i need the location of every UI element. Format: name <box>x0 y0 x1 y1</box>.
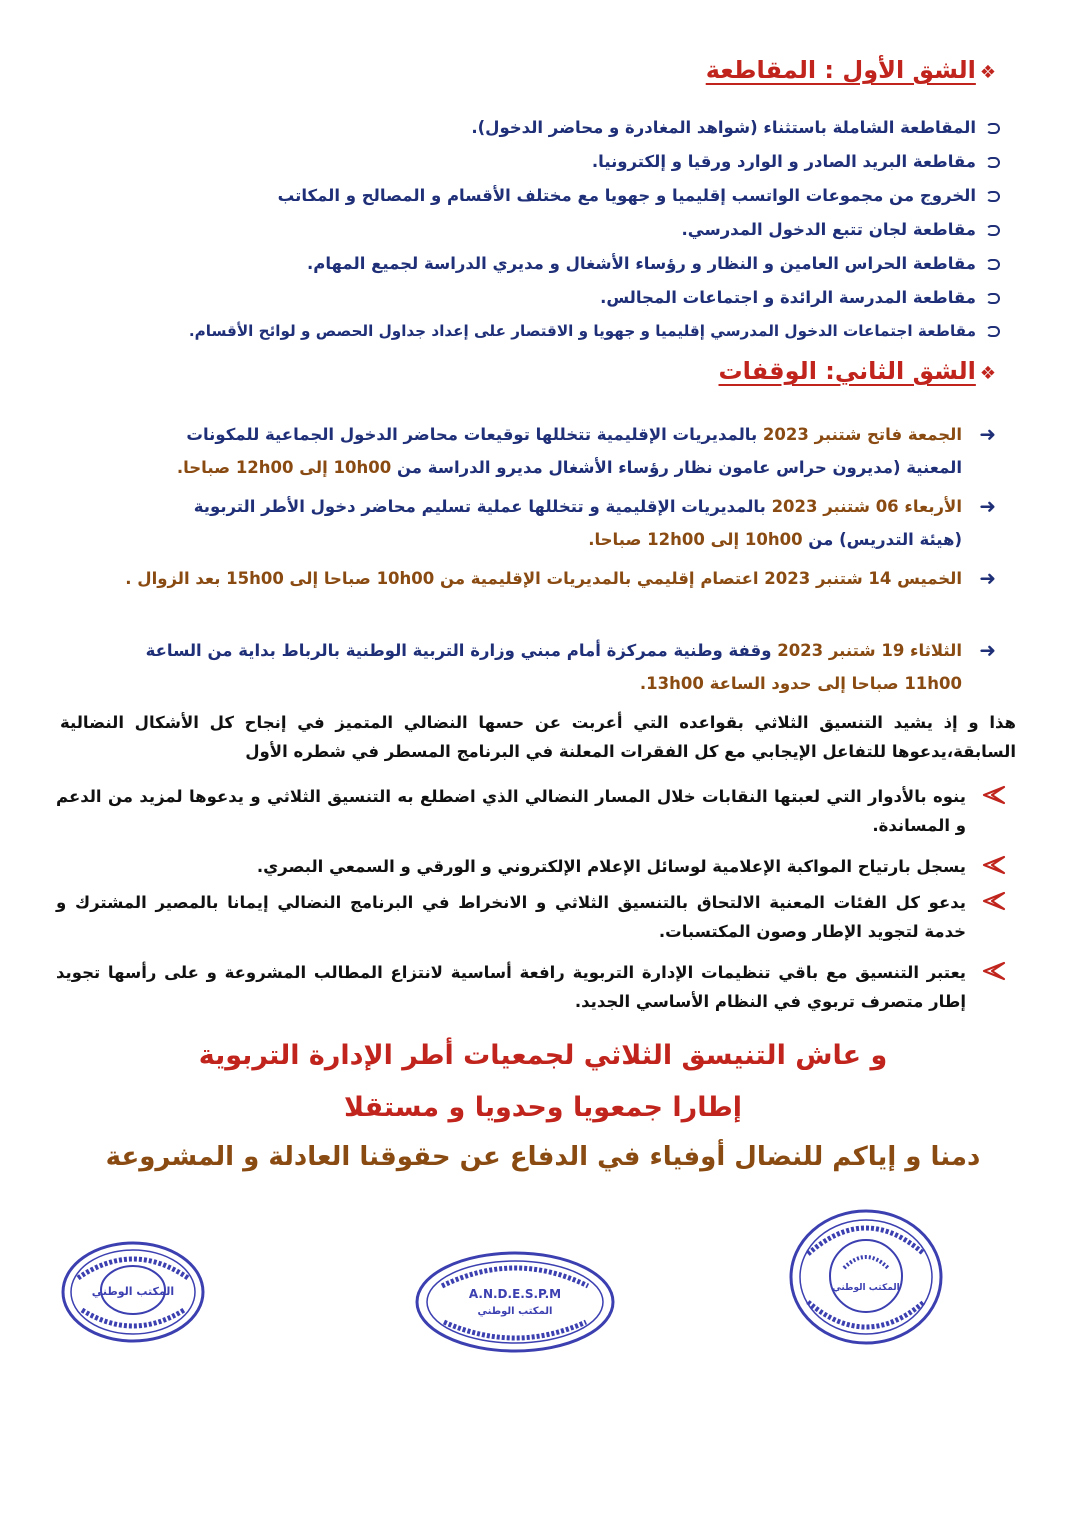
diamond-bullet-icon: ❖ <box>979 363 996 384</box>
bullet-icon <box>986 225 1000 236</box>
boycott-item: مقاطعة البريد الصادر و الوارد ورقيا و إلكترونيا. <box>40 154 1000 171</box>
boycott-item: مقاطعة لجان تتبع الدخول المدرسي. <box>40 222 1000 239</box>
event-item: ➜ الخميس 14 شتنبر 2023 اعتصام إقليمي بالمديريات الإقليمية من 10h00 صباحا إلى 15h00 بعد الزوال . <box>90 562 962 595</box>
closing-paragraph: هذا و إذ يشيد التنسيق الثلاثي بقواعده التي أعربت عن حسها النضالي المتميز في إنجاح كل الأشكال النضالية السابقة،يدعوها للتفاعل الإيجابي مع كل الفقرات المعلنة في البرنامج المسطر في شطره الأول <box>60 713 1016 761</box>
arrow-left-icon: ➜ <box>979 566 996 590</box>
boycott-item: المقاطعة الشاملة باستثناء (شواهد المغادرة و محاضر الدخول). <box>40 120 1000 137</box>
event-item: ➜ الجمعة فاتح شتنبر 2023 بالمديريات الإقليمية تتخللها توقيعات محاضر الدخول الجماعية للمكونات المعنية (مديرون حراس عامون نظار رؤساء الأشغال مديرو الدراسة من 10h00 إلى 12h00 صباحا. <box>100 418 962 484</box>
bullet-icon <box>986 259 1000 270</box>
stamp-middle-acronym: A.N.D.E.S.P.M <box>468 1287 562 1301</box>
boycott-item: الخروج من مجموعات الواتسب إقليميا و جهويا مع مختلف الأقسام و المصالح و المكاتب <box>40 188 1000 205</box>
chevron-left-icon <box>980 854 1006 876</box>
bullet-icon <box>986 326 1000 337</box>
chevron-left-icon <box>980 890 1006 912</box>
bullet-icon <box>986 157 1000 168</box>
arrow-left-icon: ➜ <box>979 494 996 518</box>
boycott-item: مقاطعة الحراس العامين و النظار و رؤساء الأشغال و مديري الدراسة لجميع المهام. <box>40 256 1000 273</box>
stamp-right <box>786 1206 946 1348</box>
stamp-middle-text: المكتب الوطني <box>477 1306 553 1317</box>
stamp-right-text: المكتب الوطني <box>832 1283 900 1293</box>
bullet-icon <box>986 293 1000 304</box>
section1-heading: ❖الشق الأول : المقاطعة <box>705 56 996 84</box>
boycott-item: مقاطعة المدرسة الرائدة و اجتماعات المجالس. <box>40 290 1000 307</box>
event-item: ➜ الثلاثاء 19 شتنبر 2023 وقفة وطنية ممركزة أمام مبني وزارة التربية الوطنية بالرباط بداية من الساعة 11h00 صباحا إلى حدود الساعة 13h00. <box>60 634 962 700</box>
stamp-left-text: المكتب الوطني <box>91 1285 175 1298</box>
slogan-line: دمنا و إياكم للنضال أوفياء في الدفاع عن حقوقنا العادلة و المشروعة <box>105 1142 981 1172</box>
boycott-item: مقاطعة اجتماعات الدخول المدرسي إقليميا و جهويا و الاقتصار على إعداد جداول الحصص و لوائح الأقسام. <box>40 324 1000 339</box>
slogan-line: و عاش التنيسق الثلاثي لجمعيات أطر الإدارة التربوية <box>198 1040 888 1071</box>
arrow-left-icon: ➜ <box>979 422 996 446</box>
bullet-icon <box>986 123 1000 134</box>
stamp-left <box>58 1238 208 1346</box>
arrow-left-icon: ➜ <box>979 638 996 662</box>
point-item: يسجل بارتياح المواكبة الإعلامية لوسائل الإعلام الإلكتروني و الورقي و السمعي البصري. <box>56 852 966 881</box>
point-item: ينوه بالأدوار التي لعبتها النقابات خلال المسار النضالي الذي اضطلع به التنسيق الثلاثي و يدعوها لمزيد من الدعم و المساندة. <box>56 782 966 840</box>
slogan-line: إطارا جمعويا وحدويا و مستقلا <box>343 1092 743 1123</box>
chevron-left-icon <box>980 784 1006 806</box>
chevron-left-icon <box>980 960 1006 982</box>
bullet-icon <box>986 191 1000 202</box>
stamp-middle <box>412 1248 618 1356</box>
diamond-bullet-icon: ❖ <box>979 62 996 83</box>
point-item: يدعو كل الفئات المعنية الالتحاق بالتنسيق الثلاثي و الانخراط في البرنامج النضالي إيمانا بالمصير المشترك و خدمة لتجويد الإطار وصون المكتسبات. <box>56 888 966 946</box>
event-item: ➜ الأربعاء 06 شتنبر 2023 بالمديريات الإقليمية و تتخللها عملية تسليم محاضر دخول الأطر التربوية (هيئة التدريس) من 10h00 إلى 12h00 صباحا. <box>100 490 962 556</box>
section2-heading: ❖الشق الثاني: الوقفات <box>718 357 996 385</box>
point-item: يعتبر التنسيق مع باقي تنظيمات الإدارة التربوية رافعة أساسية لانتزاع المطالب المشروعة و على رأسها تجويد إطار متصرف تربوي في النظام الأساسي الجديد. <box>56 958 966 1016</box>
